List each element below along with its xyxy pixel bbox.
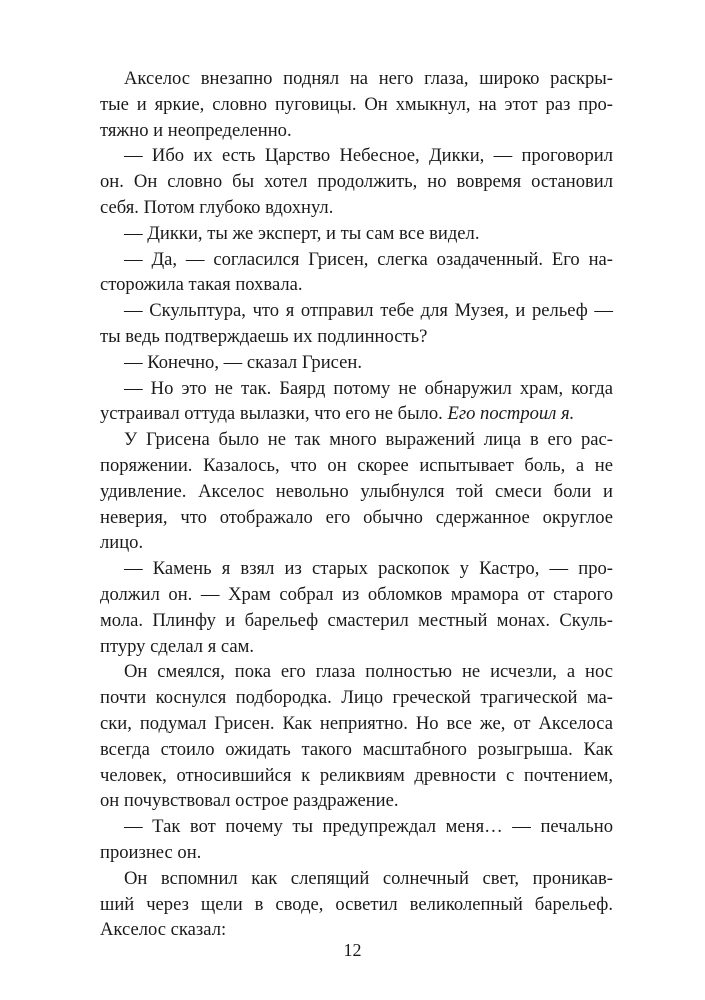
text-line — [100, 814, 613, 840]
text-line-content: всегда стоило ожидать такого масштабного розыгрыша. Как — [100, 738, 613, 760]
text-line — [100, 453, 613, 479]
text-line — [100, 324, 613, 350]
text-line-content: У Грисена было не так много выражений лица в его рас- — [124, 429, 613, 451]
text-line — [100, 582, 613, 608]
text-line — [100, 221, 613, 247]
text-line-content: почти коснулся подбородка. Лицо греческой трагической ма- — [100, 687, 613, 709]
text-line-content: поряжении. Казалось, что он скорее испытывает боль, а не — [100, 454, 613, 476]
text-line-content: — Дикки, ты же эксперт, и ты сам все видел. — [124, 222, 480, 244]
text-line — [100, 350, 613, 376]
text-line-content: должил он. — Храм собрал из обломков мрамора от старого — [100, 583, 613, 605]
text-line-content: — Скульптура, что я отправил тебе для Музея, и рельеф — — [124, 300, 613, 322]
text-line — [100, 840, 613, 866]
text-line-content: ты ведь подтверждаешь их подлинность? — [100, 325, 428, 347]
text-line-content: ски, подумал Грисен. Как неприятно. Но все же, от Акселоса — [100, 712, 613, 734]
text-line-content: Акселос внезапно поднял на него глаза, широко раскры- — [124, 68, 613, 89]
text-line — [100, 118, 613, 144]
italic-text: Его построил я. — [447, 403, 575, 425]
text-line-content: тяжно и неопределенно. — [100, 119, 292, 141]
text-line-content: Акселос сказал: — [100, 919, 227, 941]
text-line-content: ший через щели в своде, осветил великолепный барельеф. — [100, 893, 613, 915]
text-line-content: лицо. — [100, 532, 144, 554]
text-line — [100, 401, 613, 427]
text-line — [100, 737, 613, 763]
text-line — [100, 892, 613, 918]
text-line-content: человек, относившийся к реликвиям древности с почтением, — [100, 764, 613, 786]
text-line — [100, 195, 613, 221]
text-line — [100, 479, 613, 505]
text-line — [100, 427, 613, 453]
text-line — [100, 659, 613, 685]
text-line-content: — Но это не так. Баярд потому не обнаружил храм, когда — [124, 377, 613, 399]
text-line-content: тые и яркие, словно пуговицы. Он хмыкнул, на этот раз про- — [100, 93, 613, 115]
text-line — [100, 711, 613, 737]
text-line-content: неверия, что отображало его обычно сдержанное округлое — [100, 506, 613, 528]
text-line-content: он почувствовал острое раздражение. — [100, 790, 399, 812]
text-line — [100, 272, 613, 298]
text-line — [100, 763, 613, 789]
book-page-text — [100, 66, 613, 943]
text-line-content: птуру сделал я сам. — [100, 635, 255, 657]
text-line — [100, 143, 613, 169]
text-line — [100, 169, 613, 195]
text-line — [100, 530, 613, 556]
page-number: 12 — [343, 940, 362, 960]
text-line — [100, 376, 613, 402]
text-line — [100, 247, 613, 273]
text-line-content: устраивал оттуда вылазки, что его не было. — [100, 403, 448, 425]
text-line-content: Он смеялся, пока его глаза полностью не исчезли, а нос — [124, 661, 613, 683]
text-line — [100, 866, 613, 892]
text-line — [100, 505, 613, 531]
text-line-content: сторожила такая похвала. — [100, 274, 303, 296]
text-line-content: — Так вот почему ты предупреждал меня… — печально — [124, 816, 613, 838]
text-line — [100, 66, 613, 92]
text-line — [100, 634, 613, 660]
text-line-content: Он вспомнил как слепящий солнечный свет, проникав- — [124, 867, 613, 889]
text-line-content: — Да, — согласился Грисен, слегка озадаченный. Его на- — [124, 248, 613, 270]
text-line-content: удивление. Акселос невольно улыбнулся той смеси боли и — [100, 480, 613, 502]
text-line — [100, 298, 613, 324]
text-line-content: — Конечно, — сказал Грисен. — [124, 351, 362, 373]
text-line-content: себя. Потом глубоко вдохнул. — [100, 196, 334, 218]
text-line-content: он. Он словно бы хотел продолжить, но вовремя остановил — [100, 171, 613, 193]
text-line — [100, 608, 613, 634]
text-line — [100, 556, 613, 582]
text-line-content: — Камень я взял из старых раскопок у Кастро, — про- — [124, 558, 613, 580]
text-line — [100, 788, 613, 814]
text-line-content: произнес он. — [100, 841, 202, 863]
text-line — [100, 685, 613, 711]
text-line — [100, 92, 613, 118]
text-line-content: мола. Плинфу и барельеф смастерил местный монах. Скуль- — [100, 609, 613, 631]
text-line-content: — Ибо их есть Царство Небесное, Дикки, — проговорил — [124, 145, 613, 167]
